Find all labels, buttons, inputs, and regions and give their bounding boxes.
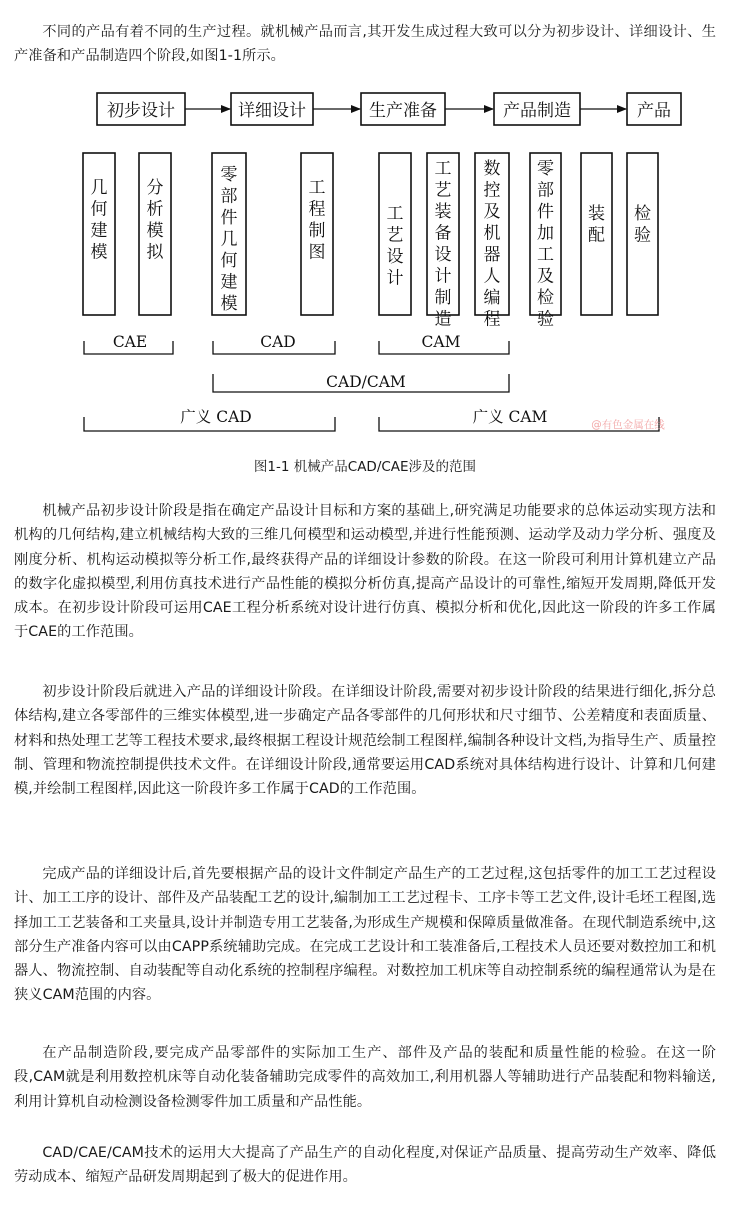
stage-label-product: 产品 <box>637 101 671 121</box>
group-label-cam: CAM <box>421 333 461 351</box>
stage-label-manufacturing: 产品制造 <box>503 101 571 121</box>
intro-paragraph: 不同的产品有着不同的生产过程。就机械产品而言,其开发生成过程大致可以分为初步设计、详细设计、生产准备和产品制造四个阶段,如图1-1所示。 <box>14 24 716 65</box>
figure-caption: 图1-1 机械产品CAD/CAE涉及的范围 <box>253 459 477 475</box>
task-labels <box>91 159 652 330</box>
production-prep-paragraph: 完成产品的详细设计后,首先要根据产品的设计文件制定产品生产的工艺过程,这包括零件的加工工艺过程设计、加工工序的设计、部件及产品装配工艺的设计,编制加工工艺过程卡、工序卡等工艺文件,设计毛坯工程图,选择加工工艺装备和工夹量具,设计并制造专用工艺装备,为形成生产规模和保障质量做准备。在现代制造系统中,这部分生产准备内容可以由CAPP系统辅助完成。在完成工艺设计和工装准备后,工程技术人员还要对数控加工和机器人、物流控制、自动装配等自动化系统的控制程序编程。对数控加工机床等自动控制系统的编程通常认为是在狭义CAM范围的内容。 <box>14 866 716 1004</box>
task-label: 工艺设计 <box>386 204 404 289</box>
group-label-cae: CAE <box>112 333 148 351</box>
task-label: 几何建模 <box>90 178 108 263</box>
watermark: @有色金属在线 <box>591 419 665 431</box>
group-label-cadcam: CAD/CAM <box>326 373 406 391</box>
task-label: 分析模拟 <box>146 178 164 263</box>
task-label: 零部件加工及检验 <box>537 159 554 330</box>
stage-label-detailed-design: 详细设计 <box>238 101 306 121</box>
manufacturing-paragraph: 在产品制造阶段,要完成产品零部件的实际加工生产、部件及产品的装配和质量性能的检验。在这一阶段,CAM就是利用数控机床等自动化装备辅助完成零件的高效加工,利用机器人等辅助进行产品装配和物料输送,利用计算机自动检测设备检测零件加工质量和产品性能。 <box>14 1045 716 1110</box>
task-label: 装配 <box>588 204 605 246</box>
task-row <box>83 153 658 315</box>
task-label: 工艺装备设计制造 <box>434 159 452 330</box>
task-label: 工程制图 <box>308 178 326 263</box>
preliminary-design-paragraph: 机械产品初步设计阶段是指在确定产品设计目标和方案的基础上,研究满足功能要求的总体运动实现方法和机构的几何结构,建立机械结构大致的三维几何模型和运动模型,并进行性能预测、运动学及动力学分析、强度及刚度分析、机构运动模拟等分析工作,最终获得产品的详细设计参数的阶段。在这一阶段可利用计算机建立产品的数字化虚拟模型,利用仿真技术进行产品性能的模拟分析仿真,提高产品设计的可靠性,缩短开发周期,降低开发成本。在初步设计阶段可运用CAE工程分析系统对设计进行仿真、模拟分析和优化,因此这一阶段的许多工作属于CAE的工作范围。 <box>14 503 716 641</box>
stage-label-production-prep: 生产准备 <box>369 101 437 121</box>
summary-paragraph: CAD/CAE/CAM技术的运用大大提高了产品生产的自动化程度,对保证产品质量、提高劳动生产效率、降低劳动成本、缩短产品研发周期起到了极大的促进作用。 <box>14 1145 716 1186</box>
task-label: 检验 <box>634 204 651 246</box>
group-label-broad-cad: 广义 CAD <box>180 408 252 426</box>
group-label-cad: CAD <box>260 333 296 351</box>
task-label: 零部件几何建模 <box>220 165 238 314</box>
task-label: 数控及机器人编程 <box>483 159 501 330</box>
detailed-design-paragraph: 初步设计阶段后就进入产品的详细设计阶段。在详细设计阶段,需要对初步设计阶段的结果进行细化,拆分总体结构,建立各零部件的三维实体模型,进一步确定产品各零部件的几何形状和尺寸细节、公差精度和表面质量、材料和热处理工艺等工程技术要求,最终根据工程设计规范绘制工程图样,编制各种设计文档,为指导生产、质量控制、管理和物流控制提供技术文件。在详细设计阶段,通常要运用CAD系统对具体结构进行设计、计算和几何建模,并绘制工程图样,因此这一阶段许多工作属于CAD的工作范围。 <box>14 684 716 798</box>
group-label-broad-cam: 广义 CAM <box>472 408 548 426</box>
stage-label-preliminary-design: 初步设计 <box>107 101 175 121</box>
cad-cae-scope-figure <box>0 0 730 450</box>
